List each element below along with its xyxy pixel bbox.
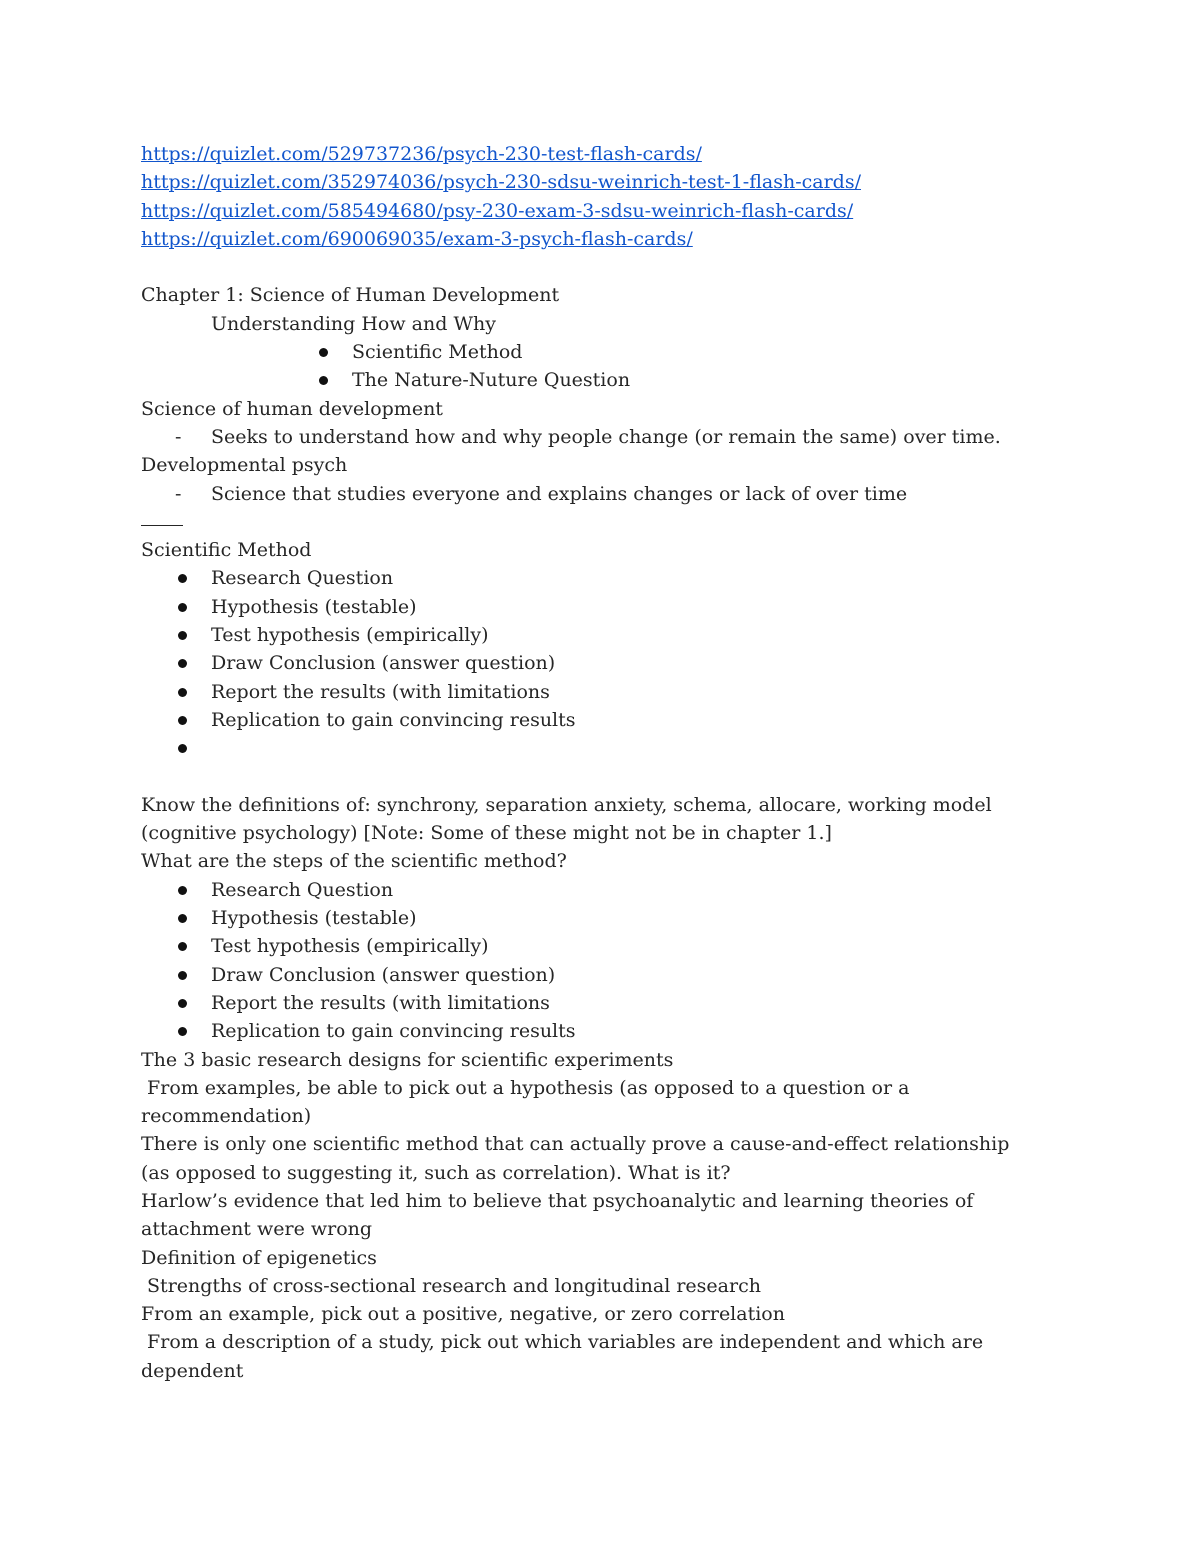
study-item: There is only one scientific method that can actually prove a cause-and-effect relationship (as opposed to suggesting it, such as correlation). What is it? [141,1133,1010,1184]
bullet-icon [319,348,328,357]
list-item [141,621,1041,649]
section-heading: Scientific Method [141,539,312,562]
list-item [141,706,1041,734]
study-item: The 3 basic research designs for scientific experiments [141,1048,674,1071]
bullet-icon [178,971,187,980]
study-item: From examples, be able to pick out a hypothesis (as opposed to a question or a recommendation) [141,1076,916,1128]
answer-step: Research Question [211,878,394,901]
chapter-topic: The Nature-Nuture Question [352,369,631,392]
quizlet-link-4[interactable]: https://quizlet.com/690069035/exam-3-psych-flash-cards/ [141,227,693,250]
study-note: Know the definitions of: synchrony, separation anxiety, schema, allocare, working model (cognitive psychology) [Note: Some of these might not be in chapter 1.] [141,793,992,845]
bullet-icon [178,886,187,895]
list-item [141,564,1041,592]
bullet-icon [178,914,187,923]
definition-detail-row [141,423,1041,451]
dash-icon: - [175,482,182,505]
definition-detail: Science that studies everyone and explains changes or lack of over time [211,482,908,505]
quizlet-link-3[interactable]: https://quizlet.com/585494680/psy-230-exam-3-sdsu-weinrich-flash-cards/ [141,199,854,222]
bullet-icon [178,603,187,612]
definition-detail-row [141,480,1041,508]
study-item: Definition of epigenetics [141,1246,377,1269]
list-item [141,876,1041,904]
chapter-subtitle: Understanding How and Why [211,312,496,335]
answer-step: Draw Conclusion (answer question) [211,963,556,986]
chapter-title: Chapter 1: Science of Human Development [141,284,560,307]
list-item [141,961,1041,989]
method-step: Draw Conclusion (answer question) [211,652,556,675]
method-step: Report the results (with limitations [211,680,550,703]
list-item [141,366,1041,394]
study-item: Harlow’s evidence that led him to believe that psychoanalytic and learning theories of attachment were wrong [141,1189,974,1241]
chapter-topic: Scientific Method [352,341,523,364]
method-step: Test hypothesis (empirically) [211,624,489,647]
answer-step: Test hypothesis (empirically) [211,935,489,958]
definition-term: Science of human development [141,397,443,420]
quizlet-link-1[interactable]: https://quizlet.com/529737236/psych-230-test-flash-cards/ [141,143,702,165]
study-question: What are the steps of the scientific method? [141,850,567,873]
list-item [141,1017,1041,1045]
list-item [141,649,1041,677]
answer-step: Replication to gain convincing results [211,1020,576,1043]
answer-step: Report the results (with limitations [211,991,550,1014]
bullet-icon [178,631,187,640]
bullet-icon [178,688,187,697]
bullet-icon [178,716,187,725]
list-item [141,904,1041,932]
study-item: Strengths of cross-sectional research and longitudinal research [141,1274,761,1297]
list-item [141,338,1041,366]
list-item [141,989,1041,1017]
quizlet-link-2[interactable]: https://quizlet.com/352974036/psych-230-sdsu-weinrich-test-1-flash-cards/ [141,171,861,194]
bullet-icon [178,999,187,1008]
link-list [141,140,1041,253]
list-item [141,678,1041,706]
document-body [141,140,1041,1385]
dash-icon: - [175,425,182,448]
list-item [141,593,1041,621]
definition-detail: Seeks to understand how and why people change (or remain the same) over time. [211,425,1001,448]
list-item [141,734,1041,762]
answer-step: Hypothesis (testable) [211,907,417,930]
divider [141,508,1041,536]
list-item [141,932,1041,960]
method-step: Replication to gain convincing results [211,708,576,731]
method-step [141,737,211,759]
method-step: Hypothesis (testable) [211,595,417,618]
study-item: From a description of a study, pick out which variables are independent and which are dependent [141,1331,990,1382]
spacer [141,253,1041,281]
method-step: Research Question [211,567,394,590]
definition-term: Developmental psych [141,454,348,477]
spacer [141,763,1041,791]
study-item: From an example, pick out a positive, negative, or zero correlation [141,1303,785,1326]
